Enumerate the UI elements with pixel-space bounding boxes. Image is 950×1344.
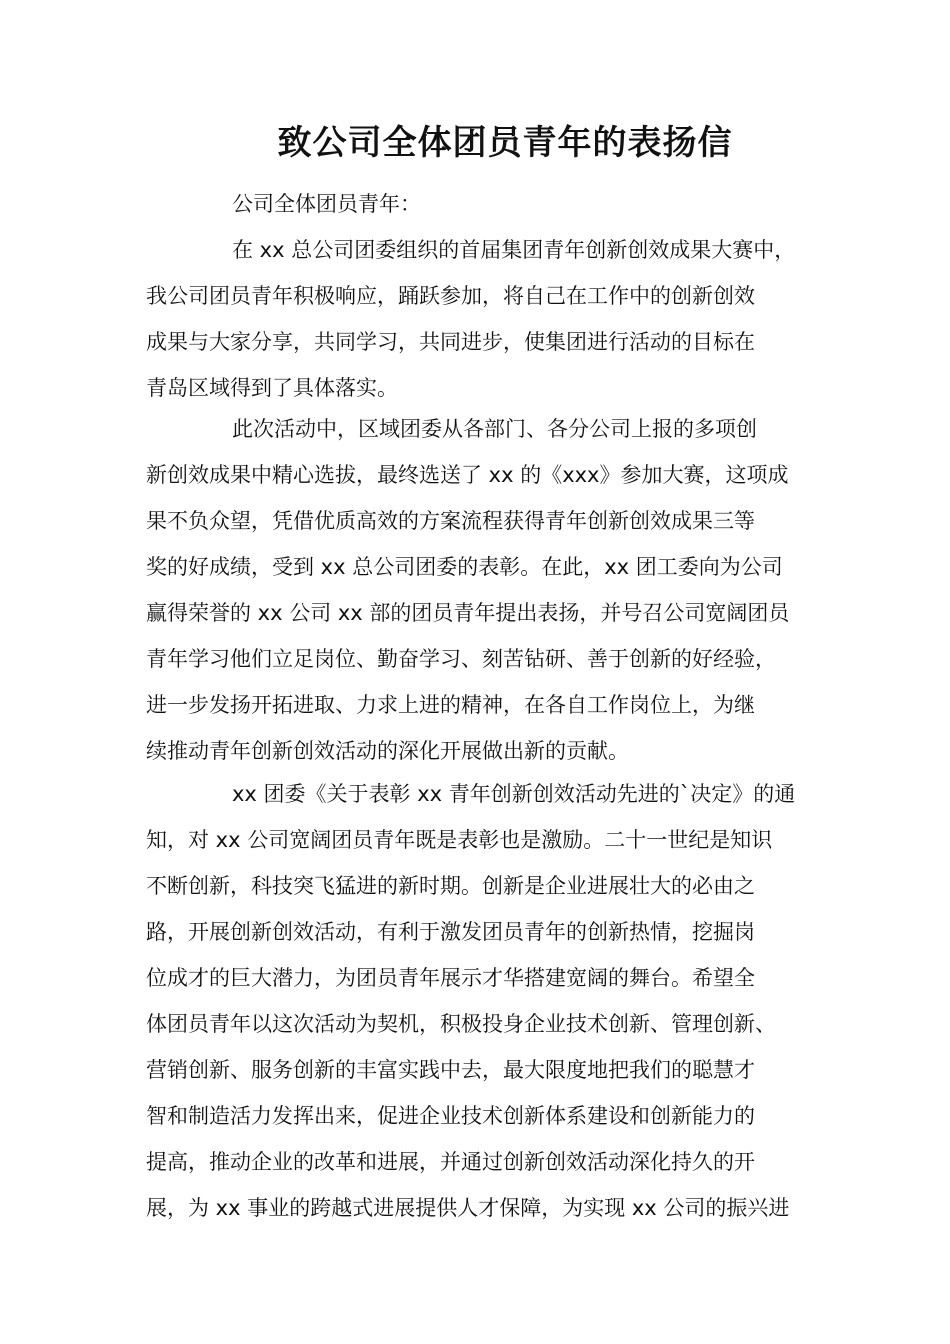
paragraph-line: 路，开展创新创效活动，有利于激发团员青年的创新热情，挖掘岗 [146, 920, 755, 944]
document-title: 致公司全体团员青年的表扬信 [277, 123, 733, 163]
salutation: 公司全体团员青年： [232, 192, 421, 216]
paragraph-line: 在 xx 总公司团委组织的首届集团青年创新创效成果大赛中， [232, 238, 796, 262]
paragraph-3 [146, 771, 822, 1231]
paragraph-line: 进一步发扬开拓进取、力求上进的精神，在各自工作岗位上，为继 [146, 693, 755, 717]
paragraph-line: 此次活动中，区域团委从各部门、各分公司上报的多项创 [232, 417, 757, 441]
paragraph-line: 智和制造活力发挥出来，促进企业技术创新体系建设和创新能力的 [146, 1104, 755, 1128]
paragraph-line: 展，为 xx 事业的跨越式进展提供人才保障，为实现 xx 公司的振兴进 [146, 1196, 790, 1220]
paragraph-line: 营销创新、服务创新的丰富实践中去，最大限度地把我们的聪慧才 [146, 1058, 755, 1082]
paragraph-1 [146, 227, 822, 411]
paragraph-line: 不断创新，科技突飞猛进的新时期。创新是企业进展壮大的必由之 [146, 874, 755, 898]
paragraph-line: 青年学习他们立足岗位、勤奋学习、刻苦钻研、善于创新的好经验， [146, 647, 776, 671]
paragraph-2 [146, 406, 822, 774]
paragraph-line: 体团员青年以这次活动为契机，积极投身企业技术创新、管理创新、 [146, 1012, 776, 1036]
paragraph-line: xx 团委《关于表彰 xx 青年创新创效活动先进的`决定》的通 [232, 782, 796, 806]
paragraph-line: 青岛区域得到了具体落实。 [146, 376, 398, 400]
paragraph-line: 赢得荣誉的 xx 公司 xx 部的团员青年提出表扬，并号召公司宽阔团员 [146, 601, 790, 625]
paragraph-line: 我公司团员青年积极响应，踊跃参加，将自己在工作中的创新创效 [146, 284, 755, 308]
paragraph-line: 果不负众望，凭借优质高效的方案流程获得青年创新创效成果三等 [146, 509, 755, 533]
paragraph-line: 成果与大家分享，共同学习，共同进步，使集团进行活动的目标在 [146, 330, 755, 354]
paragraph-line: 提高，推动企业的改革和进展，并通过创新创效活动深化持久的开 [146, 1150, 755, 1174]
paragraph-line: 知，对 xx 公司宽阔团员青年既是表彰也是激励。二十一世纪是知识 [146, 828, 773, 852]
paragraph-line: 位成才的巨大潜力，为团员青年展示才华搭建宽阔的舞台。希望全 [146, 966, 755, 990]
paragraph-line: 新创效成果中精心选拔，最终选送了 xx 的《xxx》参加大赛，这项成 [146, 463, 789, 487]
paragraph-line: 续推动青年创新创效活动的深化开展做出新的贡献。 [146, 739, 629, 763]
paragraph-line: 奖的好成绩，受到 xx 总公司团委的表彰。在此，xx 团工委向为公司 [146, 555, 783, 579]
